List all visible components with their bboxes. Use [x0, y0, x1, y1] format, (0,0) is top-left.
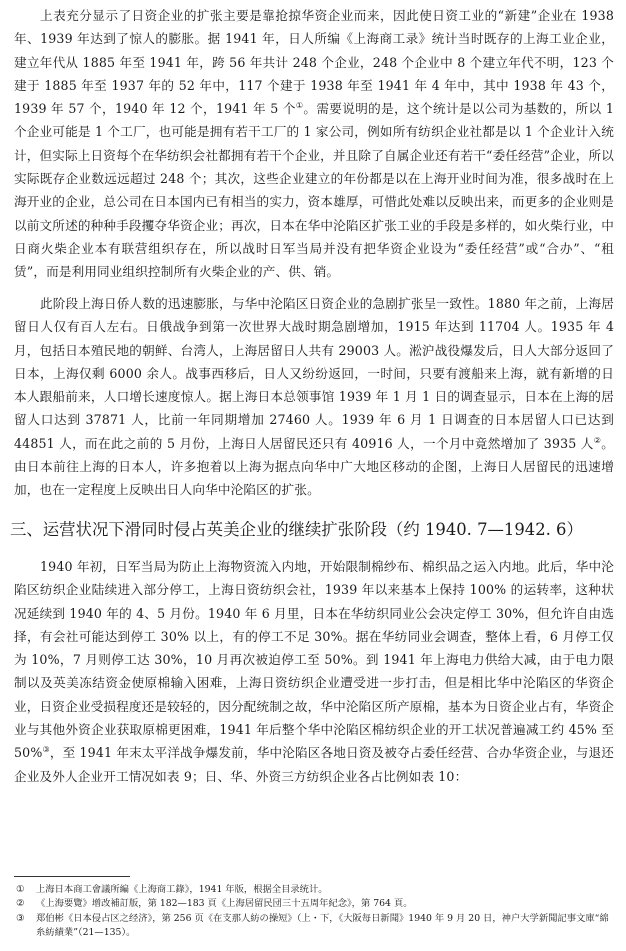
footnote-divider — [14, 876, 130, 877]
footnote-text-1: 上海日本商工會議所編《上海商工錄》，1941 年版，根据全目录统计。 — [36, 884, 328, 895]
paragraph-2-text-a: 此阶段上海日侨人数的迅速膨胀，与华中沦陷区日资企业的急剧扩张呈一致性。1880 年之前，上海居留日人仅有百人左右。日俄战争到第一次世界大战时期急剧增加，1915 年达到 11704 人。1935 年 4 月，包括日本殖民地的朝鲜、台湾人，上海居留日人共有 29003 人。淞沪战役爆发后，日人大部分返回了日本，上海仅剩 6000 余人。战事西移后，日人又纷纷返回，一时间，只要有渡船来上海，就有新增的日本人跟船前来，人口增长速度惊人。据上海日本总领事馆 1939 年 1 月 1 日的调查显示，日本在上海的居留人口达到 37871 人，比前一年同期增加 27460 人。1939 年 6 月 1 日调查的日本居留人口已达到 44851 人，而在此之前的 5 月份，上海日人居留民还只有 40916 人，一个月中竟然增加了 3935 人 — [14, 296, 614, 451]
section-heading: 三、运营状况下滑同时侵占英美企业的继续扩张阶段（约 1940. 7—1942. 6） — [10, 520, 583, 539]
paragraph-3-text-a: 1940 年初，日军当局为防止上海物资流入内地，开始限制棉纱布、棉织品之运入内地。此后，华中沦陷区纺织企业陆续进入部分停工，上海日资纺织会社，1939 年以来基本上保持 100% 的运转率，这种状况延续到 1940 年的 4、5 月份。1940 年 6 月里，日本在华纺织同业公会决定停工 30%，但允许自由选择，有会社可能达到停工 30% 以上，有的停工不足 30%。据在华纺同业会调查，整体上看，6 月停工仅为 10%，7 月则停工达 30%，10 月再次被迫停工至 50%。到 1941 年上海电力供给大减，由于电力限制以及英美冻结资金使原棉输入困难，上海日资纺织企业遭受进一步打击，但是相比华中沦陷区的华资企业，日资企业受损程度还是较轻的，因分配统制之故，华中沦陷区所产原棉，基本为日资企业占有，华资企业与其他外资企业获取原棉更困难，1941 年后整个华中沦陷区棉纺织企业的开工状况普遍减工约 45% 至 50% — [14, 559, 614, 761]
footnote-3 — [14, 912, 614, 941]
footnote-2 — [14, 897, 614, 911]
footnote-mark-3: ③ — [16, 912, 25, 924]
paragraph-1-text-a: 上表充分显示了日资企业的扩张主要是靠抢掠华资企业而来，因此使日资工业的“新建”企业在 1938 年、1939 年达到了惊人的膨胀。据 1941 年，日人所编《上海商工录》统计当时既存的上海工业企业，建立年代从 1885 年至 1941 年，跨 56 年共计 248 个企业，248 个企业中 8 个建立年代不明，123 个建于 1885 年至 1937 年的 52 年中，117 个建于 1938 年至 1941 年 4 年中，其中 1938 年 43 个，1939 年 57 个，1940 年 12 个，1941 年 5 个 — [14, 8, 614, 117]
footnote-text-2: 《上海要覽》增改補訂版，第 182—183 頁《上海居留民団三十五周年紀念》，第 764 頁。 — [36, 898, 413, 910]
footnotes — [14, 883, 614, 941]
footnote-mark-1: ① — [16, 884, 25, 895]
paragraph-3-text-b: ，至 1941 年末太平洋战争爆发前，华中沦陷区各地日资及被夺占委任经营、合办华资企业，与退还企业及外人企业开工情况如表 9；日、华、外资三方纺织企业各占比例如表 10： — [14, 745, 614, 784]
footnote-mark-2: ② — [16, 898, 25, 910]
footnote-1 — [14, 883, 614, 897]
paragraph-1-text-b: 。需要说明的是，这个统计是以公司为基数的，所以 1 个企业可能是 1 个工厂，也可能是拥有若干工厂的 1 家公司，例如所有纺织企业社都是以 1 个企业计入统计，但实际上日资每个在华纺织会社都拥有若干个企业，并且除了自属企业还有若干“委任经营”企业，所以实际既存企业数远远超过 248 个；其次，这些企业建立的年份都是以在上海开业时间为准，很多战时在上海开业的企业，总公司在日本国内已有相当的实力，资本雄厚，可惜此处难以反映出来，而更多的企业则是以前文所述的种种手段攫夺华资企业；再次，日本在华中沦陷区扩张工业的手段是多样的，如火柴行业，中日商火柴企业本有联营组织存在，所以战时日军当局并没有把华资企业设为“委任经营”或“合办”、“租赁”，而是利用同业组织控制所有火柴企业的产、供、销。 — [14, 101, 615, 280]
body-paragraph-2 — [14, 292, 614, 502]
body-paragraph-3 — [14, 555, 614, 788]
footnote-ref-2[interactable]: ② — [593, 435, 602, 445]
footnote-ref-3[interactable]: ③ — [42, 745, 50, 755]
footnote-text-3: 郑伯彬《日本侵占区之经济》，第 256 页《在支那人紡の操短》（上・下，《大阪每日新聞》1940 年 9 月 20 日，神户大学新聞記事文庫“綿糸紡績業”（21—135）。 — [36, 912, 609, 939]
body-paragraph-1 — [14, 4, 614, 284]
paragraph-2-text-b: 。由日本前往上海的日本人，许多抱着以上海为据点向华中广大地区移动的企图，上海日人居留民的迅速增加，也在一定程度上反映出日人向华中沦陷区的扩张。 — [14, 435, 614, 498]
footnote-ref-1[interactable]: ① — [295, 101, 304, 111]
